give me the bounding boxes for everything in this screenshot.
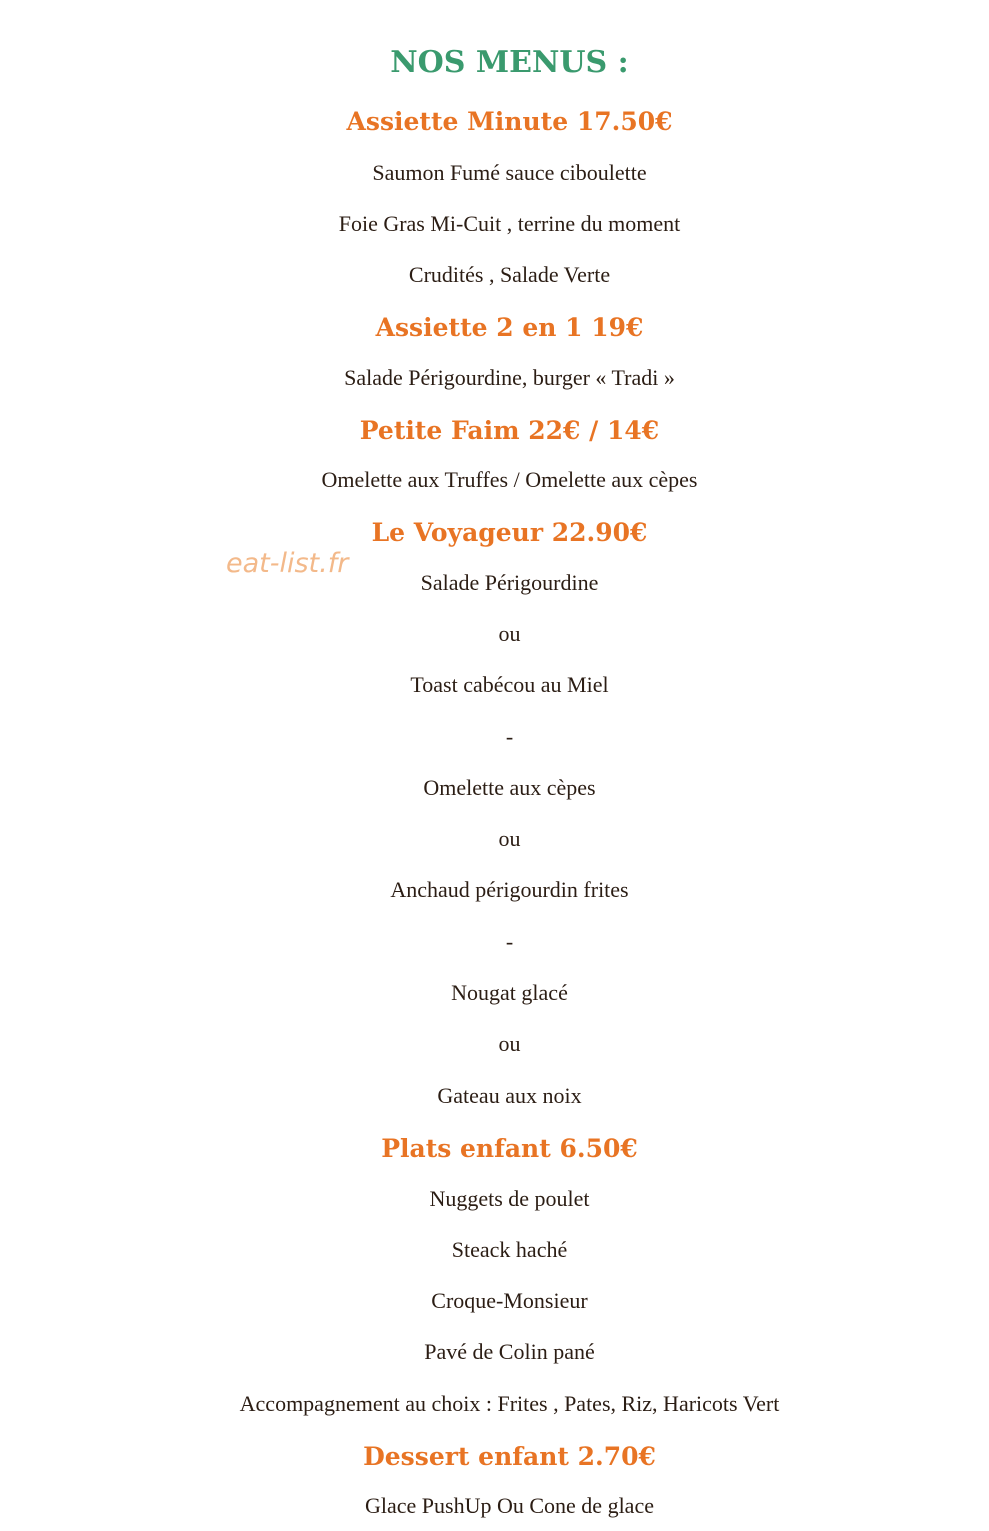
menu-item: Salade Périgourdine xyxy=(420,570,599,595)
menu-item: Gateau aux noix xyxy=(437,1083,582,1108)
section-heading-dessert-enfant: Dessert enfant 2.70€ xyxy=(363,1442,656,1471)
menu-item: Omelette aux Truffes / Omelette aux cèpes xyxy=(321,467,698,492)
menu-item: Croque-Monsieur xyxy=(431,1288,588,1313)
menu-item: Glace PushUp Ou Cone de glace xyxy=(365,1493,654,1518)
menu-item: Saumon Fumé sauce ciboulette xyxy=(372,160,647,185)
menu-item: Salade Périgourdine, burger « Tradi » xyxy=(344,365,675,390)
section-heading-le-voyageur: Le Voyageur 22.90€ xyxy=(371,518,648,547)
menu-item: Anchaud périgourdin frites xyxy=(390,877,629,902)
menu-item-separator: ou xyxy=(498,826,521,851)
menu-item-separator: ou xyxy=(498,621,521,646)
menu-item: Nuggets de poulet xyxy=(429,1186,590,1211)
menu-item: Omelette aux cèpes xyxy=(423,775,596,800)
menu-item: Toast cabécou au Miel xyxy=(410,672,609,697)
menu-item-separator: - xyxy=(505,929,514,954)
section-heading-assiette-2-en-1: Assiette 2 en 1 19€ xyxy=(375,313,644,342)
menu-item: Pavé de Colin pané xyxy=(424,1339,595,1364)
menu-item: Steack haché xyxy=(451,1237,568,1262)
menu-item-separator: - xyxy=(505,724,514,749)
section-heading-assiette-minute: Assiette Minute 17.50€ xyxy=(346,107,673,136)
section-heading-plats-enfant: Plats enfant 6.50€ xyxy=(381,1134,638,1163)
menu-item: Nougat glacé xyxy=(451,980,568,1005)
watermark: eat-list.fr xyxy=(226,548,349,579)
menu-item: Crudités , Salade Verte xyxy=(408,262,611,287)
page-title: NOS MENUS : xyxy=(390,45,629,80)
section-heading-petite-faim: Petite Faim 22€ / 14€ xyxy=(359,416,660,445)
menu-item-separator: ou xyxy=(498,1031,521,1056)
menu-item: Foie Gras Mi-Cuit , terrine du moment xyxy=(338,211,681,236)
menu-item: Accompagnement au choix : Frites , Pates, Riz, Haricots Vert xyxy=(239,1391,780,1416)
